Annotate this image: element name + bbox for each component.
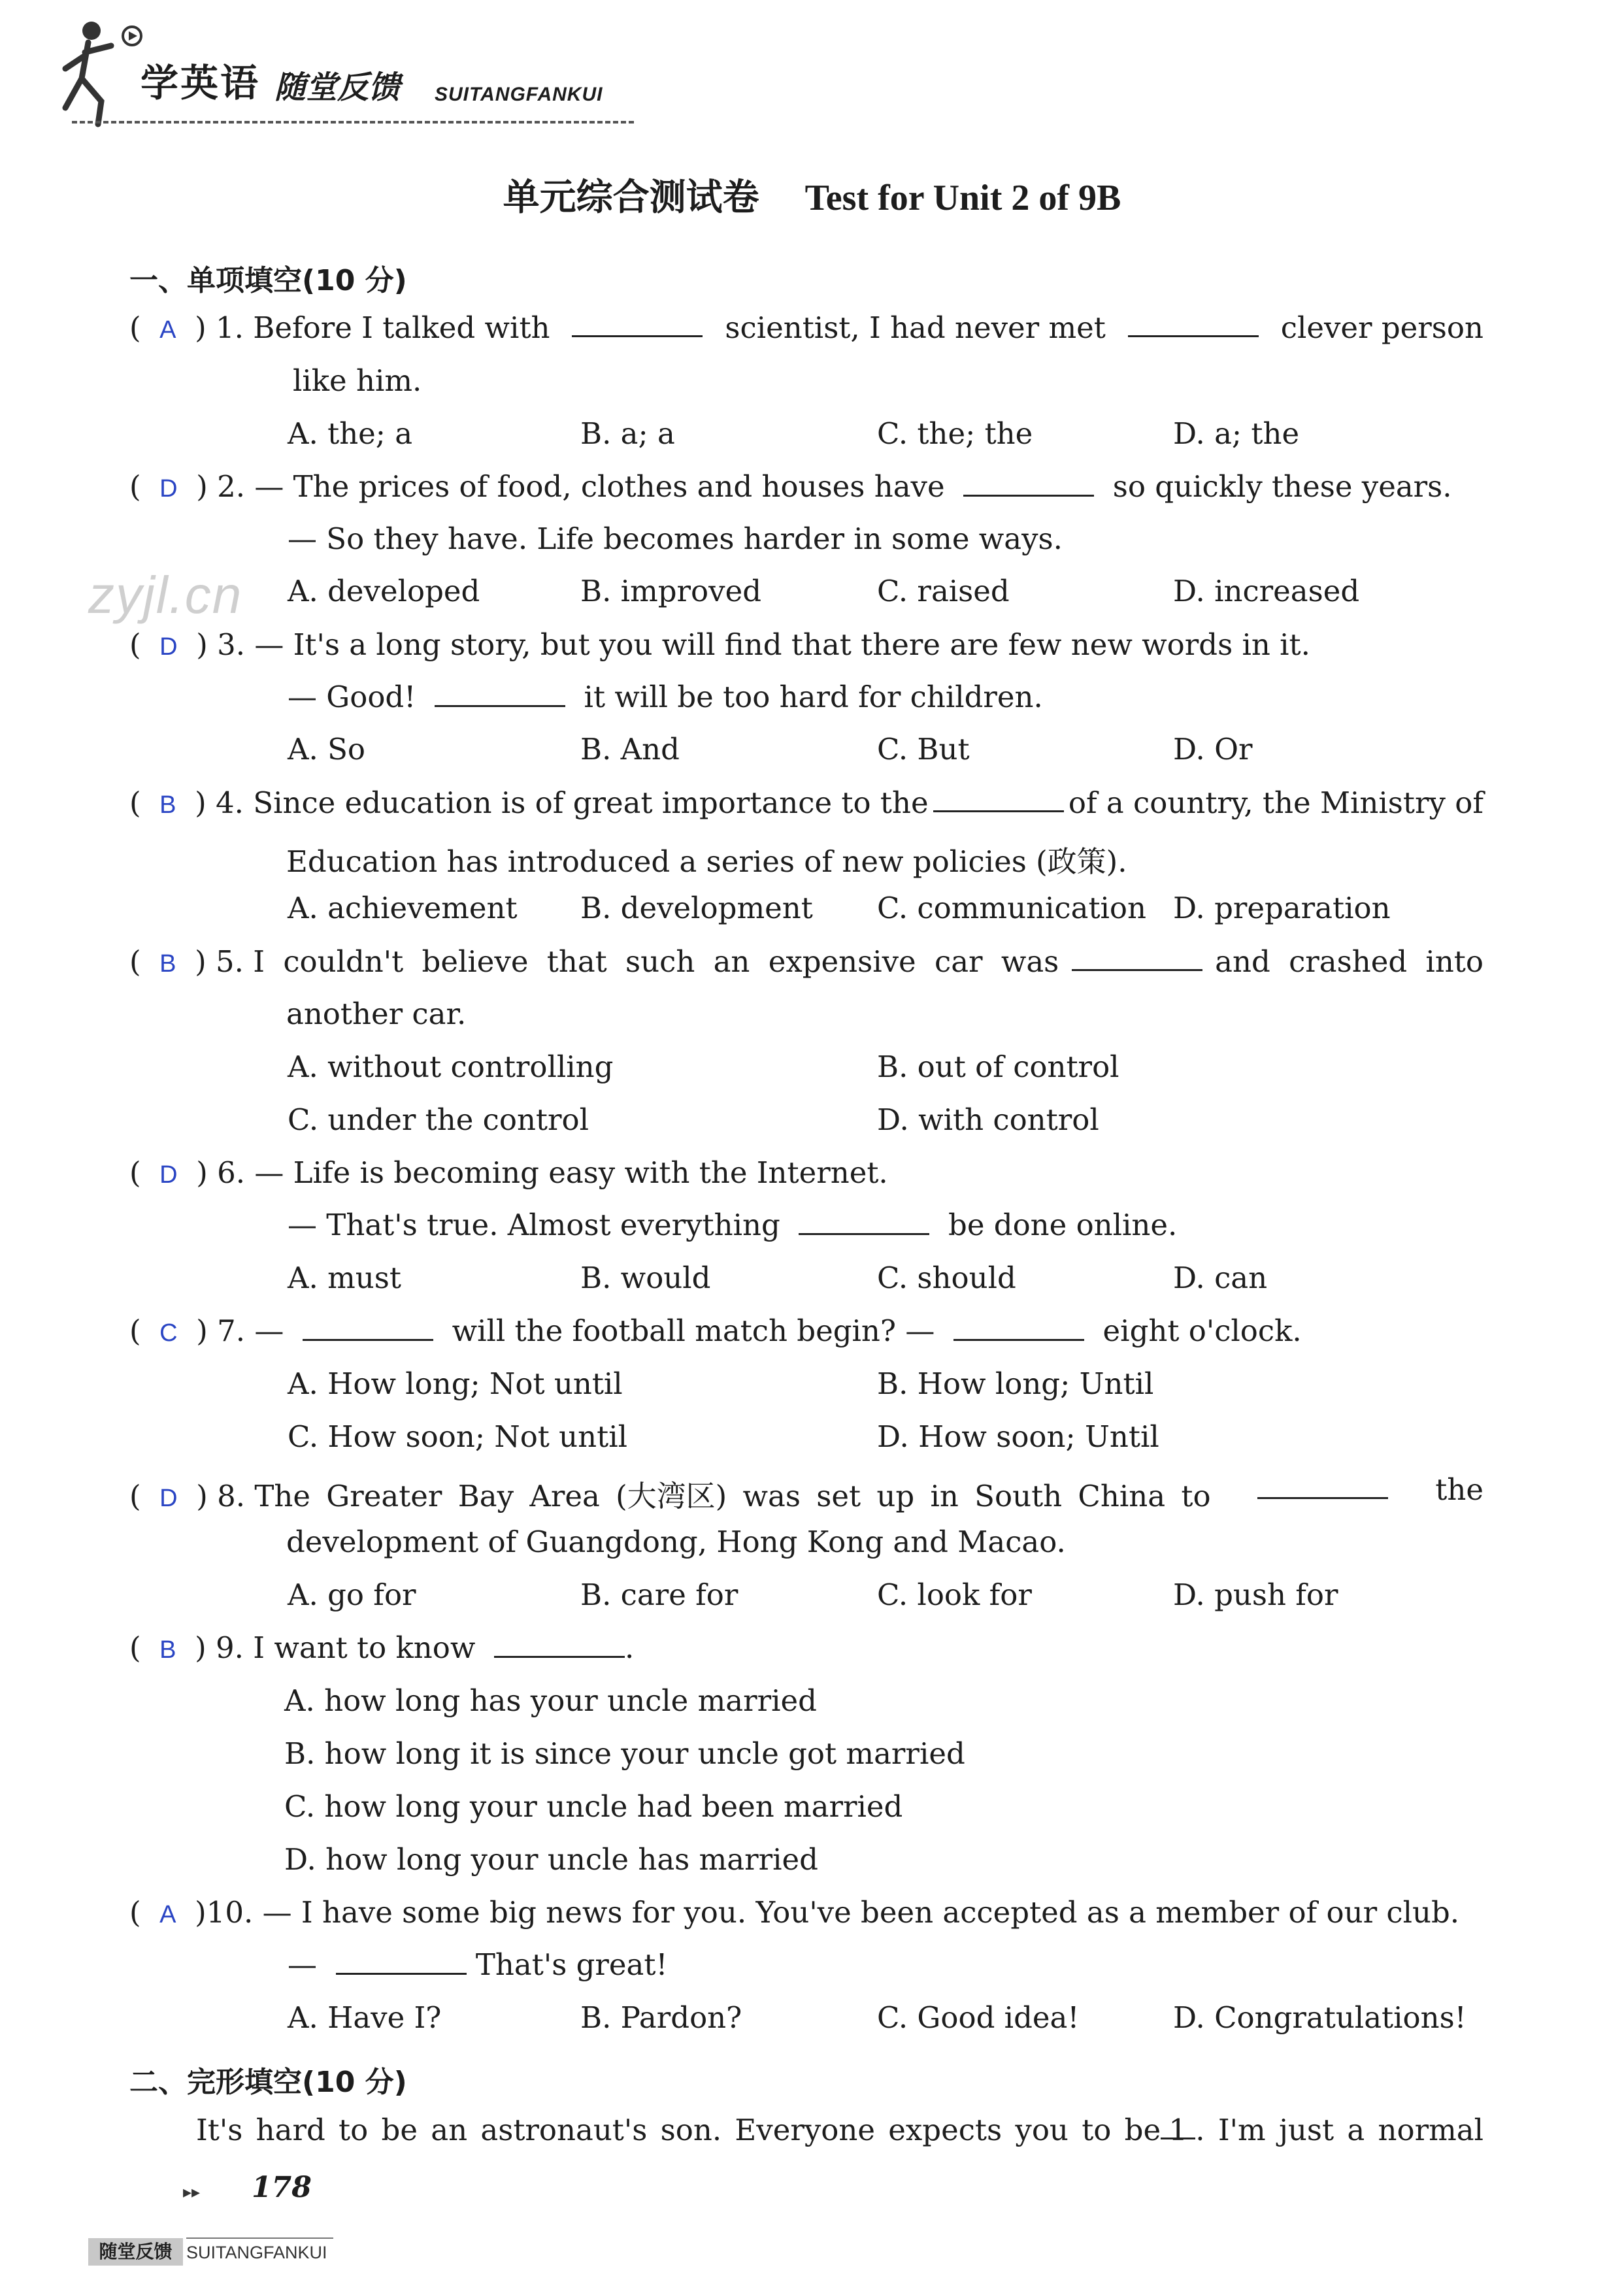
option-d[interactable]: D. with control (877, 1102, 1099, 1137)
question-6: ( D ) 6. — Life is becoming easy with the Internet. (129, 1155, 888, 1190)
question-text: — Good! (288, 680, 416, 714)
answer-blank[interactable] (435, 680, 565, 707)
option-b[interactable]: B. development (580, 891, 813, 925)
answer-blank[interactable] (933, 785, 1064, 812)
option-c[interactable]: C. how long your uncle had been married (284, 1789, 903, 1824)
question-text: — Life is becoming easy with the Internet. (254, 1155, 888, 1190)
question-number: 3. (217, 627, 246, 662)
option-a[interactable]: A. How long; Not until (288, 1366, 623, 1401)
option-a[interactable]: A. without controlling (288, 1049, 614, 1084)
option-c[interactable]: C. But (877, 732, 970, 767)
question-text: and crashed into (1215, 944, 1483, 979)
watermark: zyjl.cn (88, 566, 243, 624)
option-b[interactable]: B. Pardon? (580, 2000, 742, 2035)
option-c[interactable]: C. under the control (288, 1102, 589, 1137)
answer-10: A (159, 1901, 176, 1928)
question-7: ( C ) 7. — will the football match begin? — eight o'clock. (129, 1313, 1302, 1348)
option-c[interactable]: C. raised (877, 574, 1010, 608)
option-d[interactable]: D. How soon; Until (877, 1419, 1159, 1454)
question-1: ( A ) 1. Before I talked with scientist, I had never met clever person (129, 310, 1483, 345)
runner-logo-icon (52, 16, 144, 127)
question-continuation: Education has introduced a series of new policies (政策). (286, 844, 1127, 879)
question-continuation: like him. (293, 363, 422, 398)
question-text: The Greater Bay Area (大湾区) was set up in South China to (254, 1479, 1211, 1513)
question-number: 6. (217, 1155, 246, 1190)
answer-2: D (159, 475, 178, 503)
question-continuation (288, 1947, 668, 1982)
answer-blank[interactable] (1072, 944, 1202, 971)
answer-1: A (159, 316, 176, 344)
option-d[interactable]: D. preparation (1173, 891, 1391, 925)
section2-heading: 二、完形填空(10 分) (129, 2066, 407, 2099)
question-text: That's great! (475, 1947, 668, 1982)
question-text: Since education is of great importance to the (253, 785, 929, 820)
option-a[interactable]: A. achievement (288, 891, 518, 925)
option-d[interactable]: D. push for (1173, 1577, 1338, 1612)
answer-6: D (159, 1161, 178, 1189)
question-text: so quickly these years. (1112, 469, 1452, 504)
footer-divider (186, 2237, 333, 2239)
option-c[interactable]: C. should (877, 1261, 1016, 1295)
question-continuation: another car. (286, 997, 467, 1031)
page-title (0, 169, 1624, 221)
option-a[interactable]: A. the; a (288, 416, 413, 451)
option-a[interactable]: A. Have I? (288, 2000, 442, 2035)
question-10: ( A )10. — I have some big news for you. You've been accepted as a member of our club. (129, 1895, 1460, 1930)
section1-heading: 一、单项填空(10 分) (129, 264, 407, 297)
answer-blank[interactable] (1257, 1472, 1388, 1499)
answer-7: C (159, 1319, 178, 1347)
option-d[interactable]: D. Or (1173, 732, 1253, 767)
question-9: ( B ) 9. I want to know . (129, 1630, 635, 1665)
question-continuation (288, 680, 1043, 714)
option-d[interactable]: D. Congratulations! (1173, 2000, 1467, 2035)
question-text: the (1435, 1472, 1483, 1507)
option-b[interactable]: B. improved (580, 574, 762, 608)
answer-blank[interactable] (799, 1208, 929, 1235)
title-cn: 单元综合测试卷 (503, 176, 759, 219)
option-a[interactable]: A. go for (288, 1577, 416, 1612)
title-en: Test for Unit 2 of 9B (804, 178, 1121, 218)
question-number: 8. (217, 1479, 246, 1513)
answer-blank[interactable] (963, 470, 1094, 497)
option-a[interactable]: A. must (288, 1261, 401, 1295)
cloze-blank-1[interactable]: 1 (1161, 2113, 1195, 2139)
option-b[interactable]: B. how long it is since your uncle got married (284, 1736, 965, 1771)
question-number: 9. (216, 1630, 244, 1665)
question-continuation (288, 1208, 1177, 1242)
brand-title: 学英语 (141, 61, 261, 105)
option-c[interactable]: C. the; the (877, 416, 1033, 451)
option-c[interactable]: C. communication (877, 891, 1147, 925)
brand-pinyin: SUITANGFANKUI (435, 84, 603, 105)
option-c[interactable]: C. Good idea! (877, 2000, 1080, 2035)
page-number: 178 (252, 2171, 312, 2204)
footer-arrows-icon: ▸▸ (183, 2183, 201, 2202)
question-continuation: — So they have. Life becomes harder in some ways. (288, 521, 1063, 556)
question-text: eight o'clock. (1102, 1313, 1302, 1348)
answer-3: D (159, 633, 178, 661)
answer-blank[interactable] (494, 1631, 625, 1658)
question-8: ( D ) 8. The Greater Bay Area (大湾区) was set up in South China to the (129, 1472, 1483, 1513)
answer-8: D (159, 1485, 178, 1512)
option-d[interactable]: D. increased (1173, 574, 1360, 608)
answer-9: B (159, 1636, 176, 1664)
question-2: ( D ) 2. — The prices of food, clothes and houses have so quickly these years. (129, 469, 1452, 504)
question-3: ( D ) 3. — It's a long story, but you will find that there are few new words in it. (129, 627, 1310, 662)
option-b[interactable]: B. How long; Until (877, 1366, 1154, 1401)
option-d[interactable]: D. a; the (1173, 416, 1300, 451)
question-5: ( B ) 5. I couldn't believe that such an expensive car was and crashed into (129, 944, 1483, 979)
option-d[interactable]: D. can (1173, 1261, 1268, 1295)
option-a[interactable]: A. So (288, 732, 366, 767)
header-divider (72, 121, 634, 124)
question-text: I couldn't believe that such an expensive car was (253, 944, 1059, 979)
question-text: — That's true. Almost everything (288, 1208, 780, 1242)
answer-blank[interactable] (953, 1314, 1084, 1341)
question-text: it will be too hard for children. (584, 680, 1043, 714)
footer-pinyin: SUITANGFANKUI (186, 2243, 327, 2262)
question-text: — It's a long story, but you will find that there are few new words in it. (254, 627, 1310, 662)
question-number: 5. (216, 944, 244, 979)
question-number: 1. (216, 310, 244, 345)
question-4: ( B ) 4. Since education is of great importance to the of a country, the Ministry of (129, 785, 1483, 820)
option-b[interactable]: B. care for (580, 1577, 738, 1612)
question-number: 10. (206, 1895, 254, 1930)
footer-label: 随堂反馈 (88, 2238, 183, 2266)
option-c[interactable]: C. look for (877, 1577, 1032, 1612)
option-b[interactable]: B. out of control (877, 1049, 1119, 1084)
option-a[interactable]: A. how long has your uncle married (284, 1683, 817, 1718)
cloze-passage (196, 2113, 1483, 2147)
question-text: — I have some big news for you. You've been accepted as a member of our club. (262, 1895, 1460, 1930)
option-d[interactable]: D. how long your uncle has married (284, 1842, 818, 1877)
question-text: I want to know (253, 1630, 476, 1665)
question-text: scientist, I had never met (725, 310, 1106, 345)
passage-text: . I'm just a normal (1195, 2113, 1483, 2147)
question-number: 4. (216, 785, 244, 820)
question-text: — The prices of food, clothes and houses have (254, 469, 945, 504)
question-text: will the football match begin? — (452, 1313, 935, 1348)
answer-blank[interactable] (303, 1314, 433, 1341)
answer-blank[interactable] (572, 310, 703, 337)
option-b[interactable]: B. would (580, 1261, 711, 1295)
question-continuation: development of Guangdong, Hong Kong and Macao. (286, 1525, 1066, 1559)
brand-subtitle: 随堂反馈 (274, 69, 401, 106)
question-number: 7. (217, 1313, 246, 1348)
answer-5: B (159, 950, 176, 978)
option-b[interactable]: B. a; a (580, 416, 675, 451)
question-text: clever person (1280, 310, 1483, 345)
answer-blank[interactable] (1128, 310, 1259, 337)
question-text: . (625, 1630, 635, 1665)
question-number: 2. (217, 469, 246, 504)
passage-text: It's hard to be an astronaut's son. Everyone expects you to be (196, 2113, 1161, 2147)
option-c[interactable]: C. How soon; Not until (288, 1419, 628, 1454)
question-text: — (288, 1947, 317, 1982)
question-text: of a country, the Ministry of (1068, 785, 1483, 820)
answer-4: B (159, 791, 176, 819)
option-b[interactable]: B. And (580, 732, 680, 767)
answer-blank[interactable] (336, 1948, 467, 1975)
option-a[interactable]: A. developed (288, 574, 480, 608)
question-text: — (254, 1313, 284, 1348)
question-text: be done online. (948, 1208, 1178, 1242)
question-text: Before I talked with (253, 310, 550, 345)
